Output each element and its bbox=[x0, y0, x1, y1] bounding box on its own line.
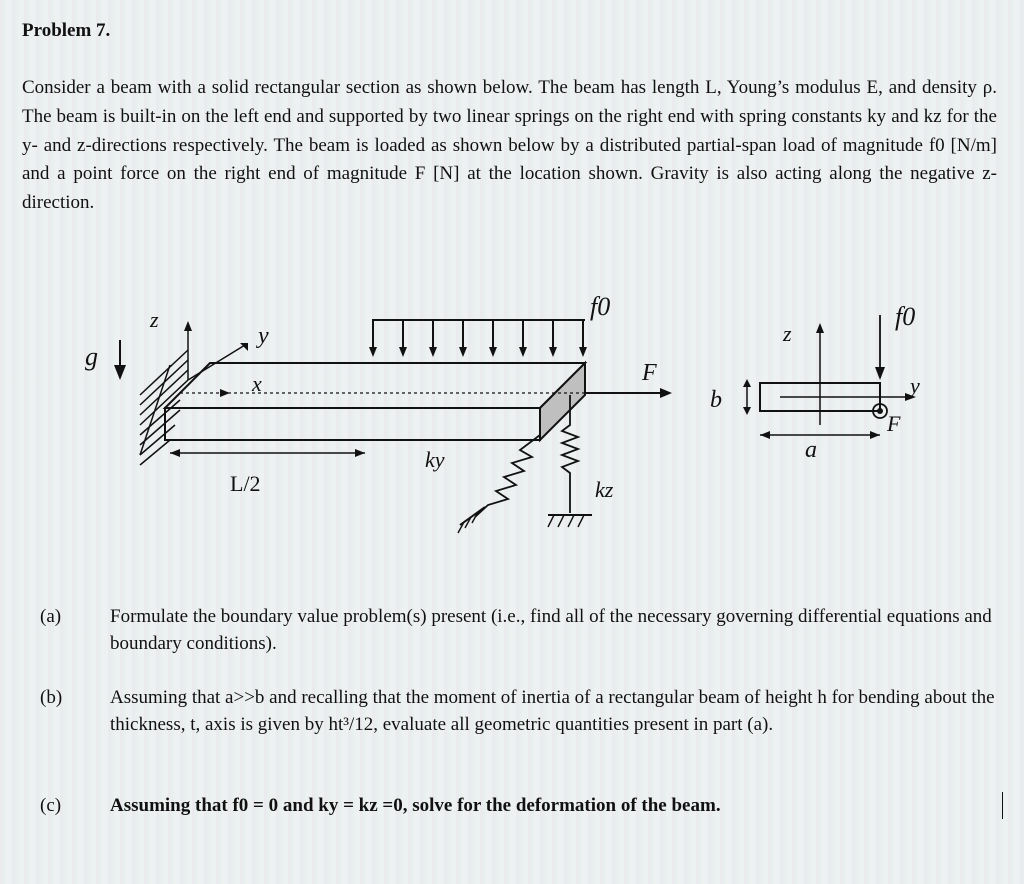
beam-figure bbox=[80, 285, 960, 575]
part-a-label: (a) bbox=[40, 606, 62, 627]
distributed-load-label: f0 bbox=[590, 292, 611, 321]
spring-ky bbox=[475, 435, 540, 517]
gravity-label: g bbox=[85, 342, 98, 371]
gravity-arrow-head bbox=[114, 365, 126, 380]
point-force-label: F bbox=[642, 360, 657, 386]
beam-end-face bbox=[540, 363, 585, 440]
section-width-label: a bbox=[805, 437, 817, 463]
spring-ky-label: ky bbox=[425, 447, 445, 472]
part-b-text: Assuming that a>>b and recalling that the moment of inertia of a rectangular beam of height h for bending about the thickness, t, axis is given by ht³/12, evaluate all geometric quantities present in part (a). bbox=[110, 687, 995, 735]
problem-statement: Consider a beam with a solid rectangular section as shown below. The beam has length L, Young’s modulus E, and density ρ. The beam is built-in on the left end and supported by two linear springs on the right end with spring constants ky and kz for the y- and z-directions respectively. The beam is loaded as shown below by a distributed partial-span load of magnitude f0 [N/m] and a point force on the right end of magnitude F [N] at the location shown. Gravity is also acting along the negative z-direction. bbox=[22, 77, 997, 214]
section-load-label: f0 bbox=[895, 302, 916, 331]
z-axis-label-left: z bbox=[150, 307, 159, 332]
x-axis-label: x bbox=[252, 371, 262, 396]
part-c-label: (c) bbox=[40, 795, 62, 816]
part-a-text: Formulate the boundary value problem(s) present (i.e., find all of the necessary governing differential equations and boundary conditions). bbox=[110, 606, 992, 654]
half-length-label: L/2 bbox=[230, 471, 261, 496]
part-c-text[interactable]: Assuming that f0 = 0 and ky = kz =0, solve for the deformation of the beam. bbox=[110, 792, 1003, 819]
section-force-label: F bbox=[887, 411, 901, 436]
spring-kz-label: kz bbox=[595, 477, 614, 502]
spring-kz-ground bbox=[548, 515, 584, 527]
beam-diagram bbox=[80, 285, 960, 575]
problem-title: Problem 7. bbox=[22, 20, 111, 41]
beam-front-face bbox=[165, 408, 540, 440]
y-axis-label-left: y bbox=[258, 323, 269, 349]
distributed-load-arrows bbox=[373, 320, 583, 350]
section-height-label: b bbox=[710, 387, 722, 413]
part-b-label: (b) bbox=[40, 687, 63, 708]
section-y-label: y bbox=[910, 373, 920, 398]
beam-top-face bbox=[165, 363, 585, 408]
section-z-label: z bbox=[783, 321, 792, 346]
